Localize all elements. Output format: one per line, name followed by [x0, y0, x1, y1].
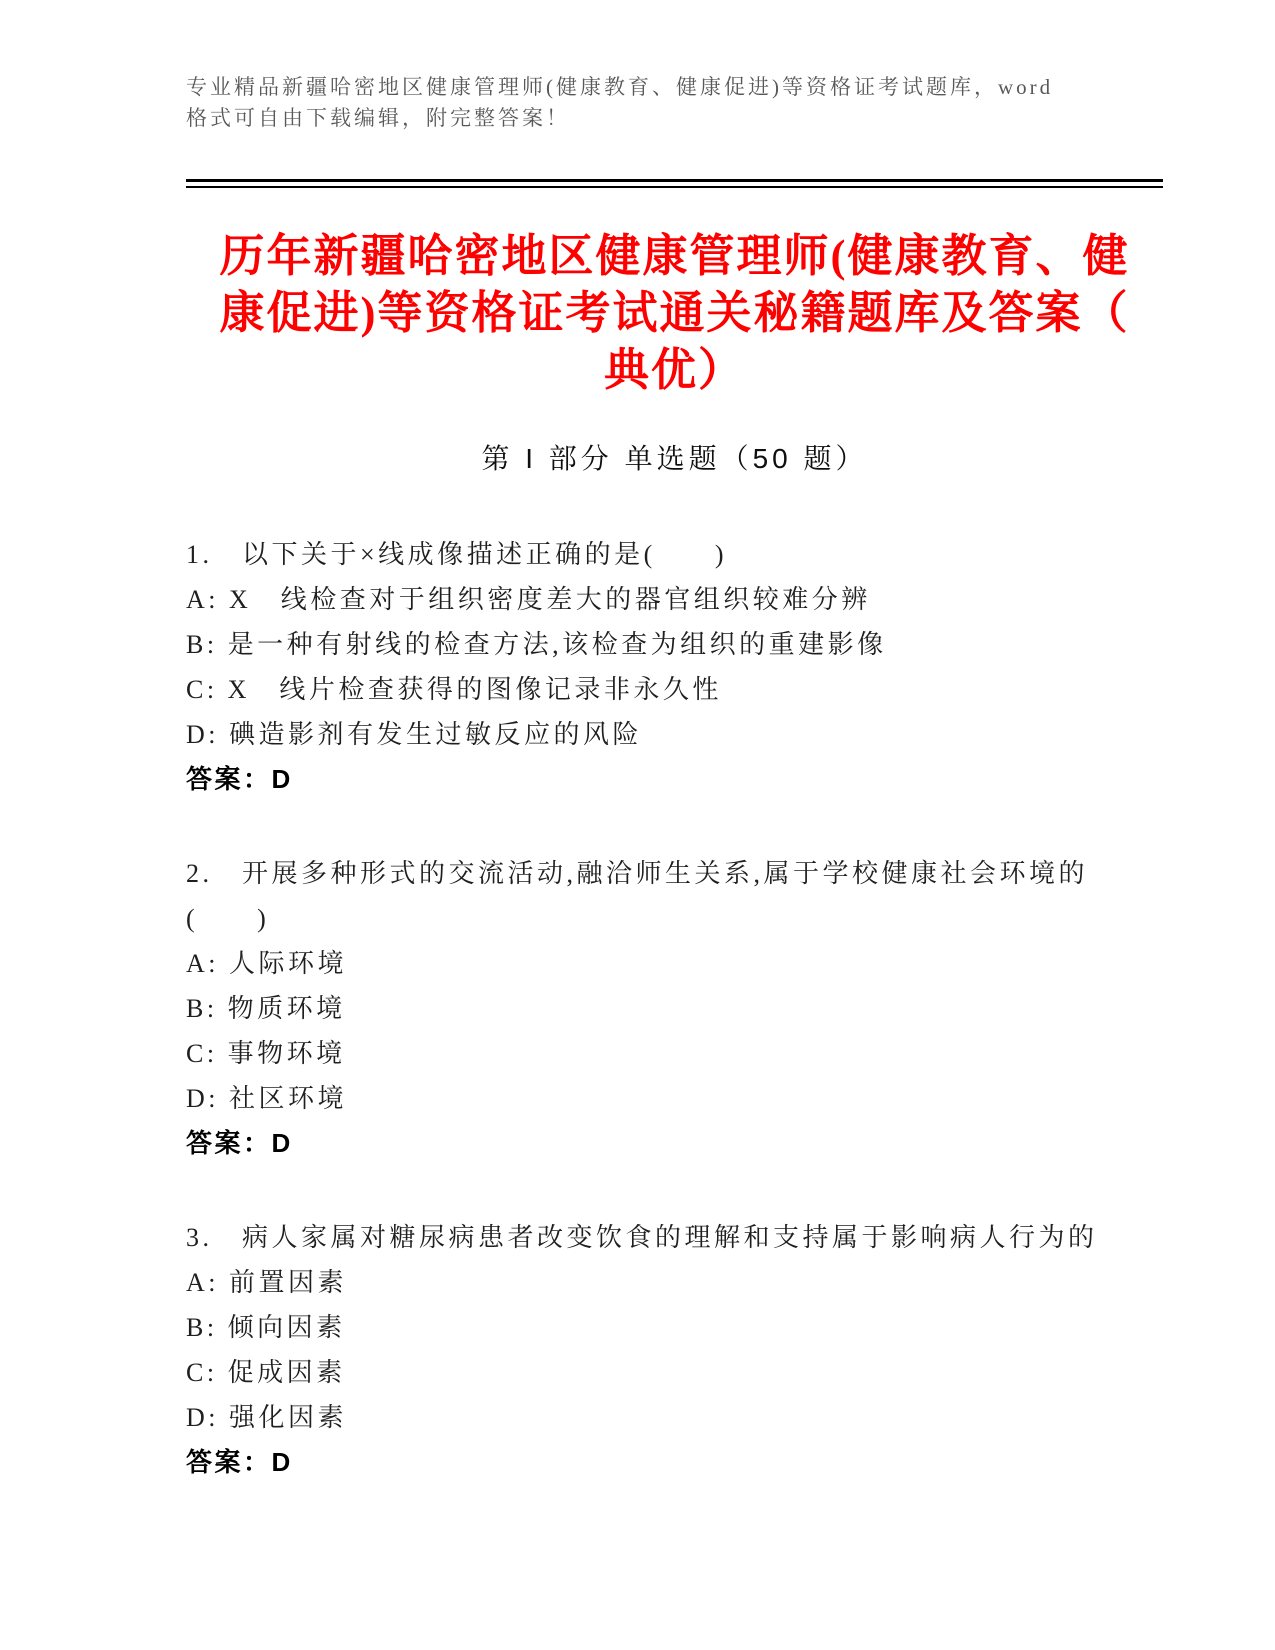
- thick-thin-divider: [186, 179, 1163, 188]
- question-3-answer: 答案：D: [186, 1447, 293, 1477]
- document-title: [186, 228, 1163, 399]
- question-1-option-b: B: 是一种有射线的检查方法,该检查为组织的重建影像: [186, 630, 887, 659]
- question-2-option-d: D: 社区环境: [186, 1084, 348, 1113]
- header-disclaimer: [186, 72, 1163, 134]
- question-1-option-c: C: X 线片检查获得的图像记录非永久性: [186, 675, 722, 704]
- question-2-option-c: C: 事物环境: [186, 1039, 346, 1068]
- question-1-text: 1. 以下关于×线成像描述正确的是( ): [186, 540, 727, 569]
- question-1-answer: 答案：D: [186, 764, 293, 794]
- question-2-text: 2. 开展多种形式的交流活动,融洽师生关系,属于学校健康社会环境的: [186, 859, 1089, 888]
- document-title-line: 典优）: [603, 345, 745, 395]
- document-title-line: 历年新疆哈密地区健康管理师(健康教育、健: [219, 231, 1130, 281]
- question-3-option-c: C: 促成因素: [186, 1358, 346, 1387]
- question-1-option-a: A: X 线检查对于组织密度差大的器官组织较难分辨: [186, 585, 871, 614]
- question-2-answer: 答案：D: [186, 1128, 293, 1158]
- header-disclaimer-line: 专业精品新疆哈密地区健康管理师(健康教育、健康促进)等资格证考试题库，word: [186, 75, 1054, 99]
- question-1: [186, 532, 1163, 802]
- section-heading: 第 I 部分 单选题（50 题）: [481, 443, 868, 474]
- document-title-line: 康促进)等资格证考试通关秘籍题库及答案（: [219, 288, 1130, 338]
- header-disclaimer-line: 格式可自由下载编辑，附完整答案！: [186, 106, 570, 130]
- question-3-option-d: D: 强化因素: [186, 1403, 348, 1432]
- question-2-option-a: A: 人际环境: [186, 949, 348, 978]
- question-3: [186, 1215, 1163, 1485]
- question-2-option-b: B: 物质环境: [186, 994, 346, 1023]
- question-2: [186, 851, 1163, 1166]
- question-3-option-b: B: 倾向因素: [186, 1313, 346, 1342]
- question-3-option-a: A: 前置因素: [186, 1268, 348, 1297]
- question-2-text-continued: ( ): [186, 904, 270, 933]
- question-3-text: 3. 病人家属对糖尿病患者改变饮食的理解和支持属于影响病人行为的: [186, 1223, 1098, 1252]
- question-1-option-d: D: 碘造影剂有发生过敏反应的风险: [186, 720, 643, 749]
